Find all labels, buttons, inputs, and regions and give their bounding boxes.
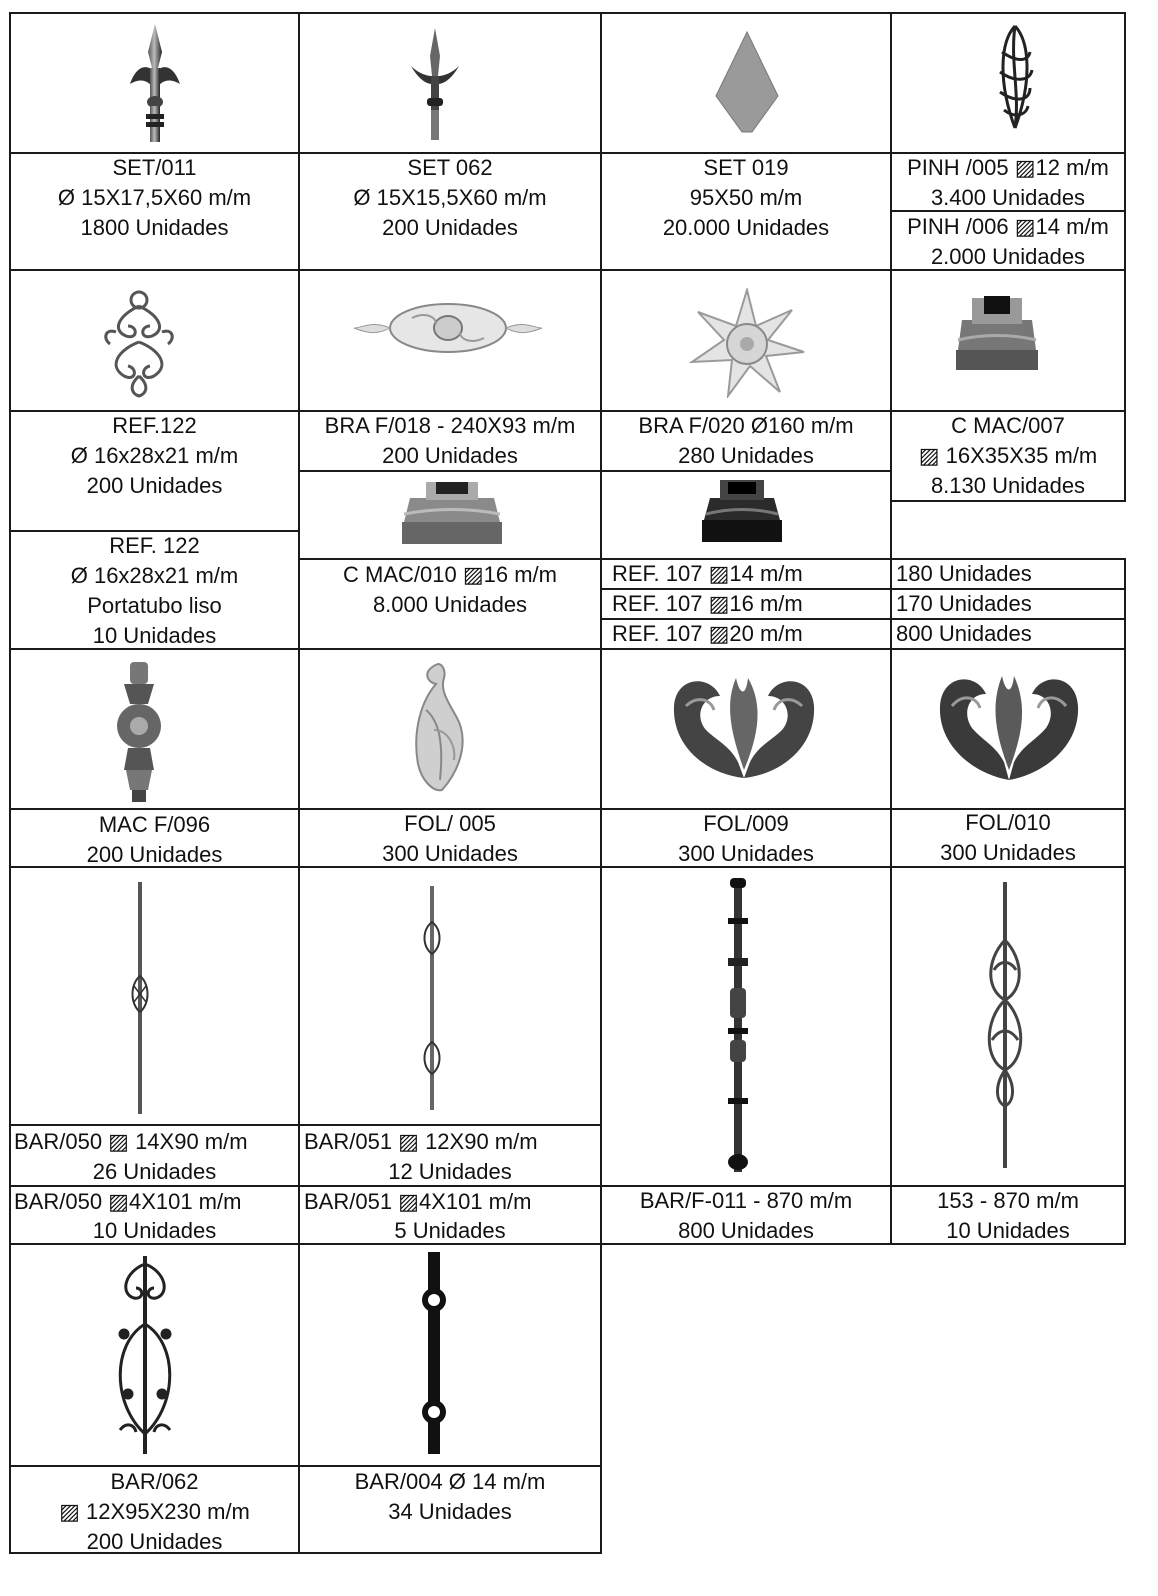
ref107-row-2-code: REF. 107 ▨16 m/m [612,591,803,616]
grid-line [9,1124,602,1126]
pinh005-code: PINH /005 ▨12 m/m [907,155,1109,180]
pinh005-quantity: 3.400 Unidades [930,185,1086,210]
macf096-code: MAC F/096 [98,812,211,837]
bar051a-code: BAR/051 ▨ 12X90 m/m [304,1129,538,1154]
set062-code: SET 062 [407,155,493,180]
grid-line [9,12,1126,14]
fol010-code: FOL/010 [965,810,1051,835]
grid-line [1124,12,1126,502]
braf018-quantity: 200 Unidades [382,443,518,468]
ref122-scroll-image [98,286,180,400]
ref107-row-3-code: REF. 107 ▨20 m/m [612,621,803,646]
bar004-code: BAR/004 Ø 14 m/m [354,1469,546,1494]
fol005-code: FOL/ 005 [404,811,496,836]
barf011-quantity: 800 Unidades [678,1218,814,1243]
bar153-quantity: 10 Unidades [946,1218,1070,1243]
bar050b-quantity: 10 Unidades [92,1218,217,1243]
bar153-baluster-image [980,880,1030,1170]
set062-quantity: 200 Unidades [382,215,518,240]
fol009-leaf-image [666,666,822,784]
fol010-leaf-image [934,662,1084,786]
braf020-flower-image [688,288,806,398]
pinh006-quantity: 2.000 Unidades [930,244,1086,269]
ref122a-quantity: 200 Unidades [86,473,223,498]
bar050a-quantity: 26 Unidades [92,1159,217,1184]
barf011-code: BAR/F-011 - 870 m/m [639,1188,853,1213]
set011-code: SET/011 [112,155,197,180]
ref122a-dimension: Ø 16x28x21 m/m [70,443,239,468]
set062-spear-image [405,26,465,144]
bar062-scroll-baluster-image [104,1254,186,1456]
grid-line [298,12,300,1554]
cmac010-quantity: 8.000 Unidades [372,592,528,617]
grid-line [600,12,602,1554]
cmac010-collar-image [396,478,508,552]
cmac007-quantity: 8.130 Unidades [930,473,1086,498]
bar050-bar-image [128,880,152,1116]
macf096-quantity: 200 Unidades [86,842,223,867]
pinh006-code: PINH /006 ▨14 m/m [907,214,1109,239]
macf096-ornament-image [108,660,170,804]
braf018-code: BRA F/018 - 240X93 m/m [324,413,576,438]
fol009-code: FOL/009 [703,811,789,836]
ref107-row-3-quantity: 800 Unidades [896,621,1032,646]
pinh-basket-image [990,22,1040,136]
set011-dimension: Ø 15X17,5X60 m/m [57,185,252,210]
set011-spear-image [120,22,190,146]
braf018-rosette-image [352,298,544,358]
cmac007-collar-image [952,290,1042,378]
fol009-quantity: 300 Unidades [678,841,814,866]
bar051b-code: BAR/051 ▨4X101 m/m [304,1189,532,1214]
cmac007-code: C MAC/007 [951,413,1065,438]
bar062-quantity: 200 Unidades [86,1529,223,1554]
ref122b-code: REF. 122 [109,533,200,558]
ref122b-dimension: Ø 16x28x21 m/m [70,563,239,588]
set019-leaf-image [712,30,782,134]
grid-line [9,12,11,1554]
set062-dimension: Ø 15X15,5X60 m/m [353,185,547,210]
ref107-row-2-quantity: 170 Unidades [896,591,1032,616]
grid-line [1124,558,1126,1244]
ref122b-quantity: 10 Unidades [92,623,217,648]
set019-quantity: 20.000 Unidades [662,215,830,240]
fol010-quantity: 300 Unidades [940,840,1076,865]
set019-dimension: 95X50 m/m [689,185,803,210]
set019-code: SET 019 [703,155,789,180]
ref122b-note: Portatubo liso [87,593,222,618]
ref107-collar-image [700,476,784,548]
ref107-row-1-quantity: 180 Unidades [896,561,1032,586]
ref122a-code: REF.122 [112,413,197,438]
bar050a-code: BAR/050 ▨ 14X90 m/m [14,1129,248,1154]
bar062-code: BAR/062 [110,1469,199,1494]
braf020-quantity: 280 Unidades [678,443,814,468]
bar153-code: 153 - 870 m/m [937,1188,1079,1213]
bar004-quantity: 34 Unidades [388,1499,512,1524]
set011-quantity: 1800 Unidades [80,215,229,240]
bar004-bar-image [418,1250,450,1456]
bar050b-code: BAR/050 ▨4X101 m/m [14,1189,242,1214]
fol005-leaf-image [404,660,474,794]
cmac007-dimension: ▨ 16X35X35 m/m [918,443,1098,468]
bar051b-quantity: 5 Unidades [394,1218,506,1243]
ref107-row-1-code: REF. 107 ▨14 m/m [612,561,803,586]
bar062-dimension: ▨ 12X95X230 m/m [59,1499,250,1524]
fol005-quantity: 300 Unidades [382,841,518,866]
bar051-bar-image [420,884,444,1112]
bar051a-quantity: 12 Unidades [388,1159,512,1184]
cmac010-code: C MAC/010 ▨16 m/m [343,562,557,587]
braf020-code: BRA F/020 Ø160 m/m [638,413,854,438]
barf011-baluster-image [718,878,758,1176]
